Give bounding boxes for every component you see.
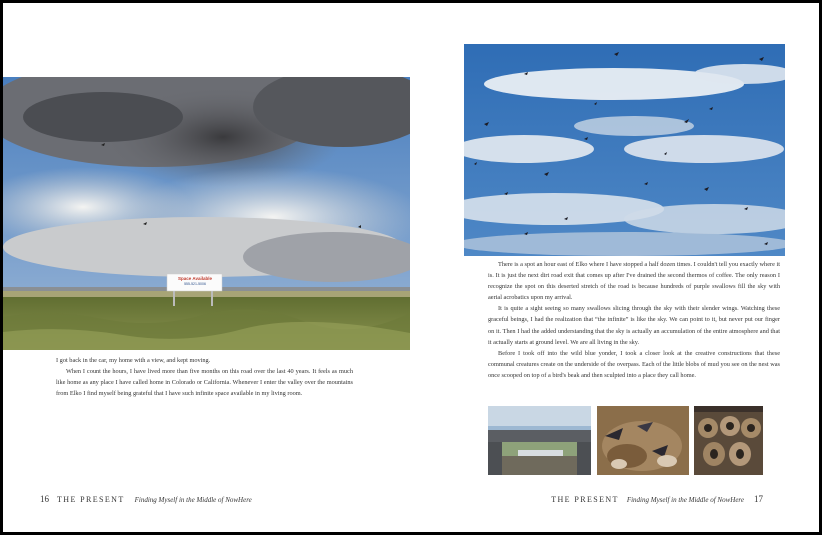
right-page-footer <box>551 494 763 504</box>
left-paragraph-1: I got back in the car, my home with a view, and kept moving. <box>56 357 211 364</box>
right-page-number: 17 <box>754 494 763 504</box>
left-section-title: THE PRESENT <box>57 495 125 504</box>
left-page-number: 16 <box>40 494 49 504</box>
left-page-body <box>56 355 353 399</box>
book-spread <box>3 3 819 532</box>
right-book-subtitle: Finding Myself in the Middle of NowHere <box>626 496 744 504</box>
billboard-line1: Space Available <box>178 276 212 281</box>
right-paragraph-2: It is quite a sight seeing so many swallows slicing through the sky with their slender wings. Watching these graceful beings, I had the realization that “the infinite” is like the sky. We can point to it, but never put our finger on it. Then I had the added understanding that the sky is actually an accumulation of the entire atmosphere and that it actually starts at ground level. We are all living in the sky. <box>488 305 780 346</box>
left-paragraph-2: When I count the hours, I have lived more than five months on this road over the last 40 years. It feels as much like home as any place I have called home in Colorado or California. Whenever I enter the valley over the mountains from Elko I find myself being grateful that I have such infinite space available in my living room. <box>56 368 353 398</box>
swallows-sky-photo <box>464 44 785 256</box>
landscape-billboard-photo <box>3 77 410 350</box>
left-book-subtitle: Finding Myself in the Middle of NowHere <box>134 496 252 504</box>
right-paragraph-1: There is a spot an hour east of Elko where I have stopped a half dozen times. I couldn't tell you exactly where it is. It is just the next dirt road exit that comes up after I've drained the second thermos of coffee. The only reason I recognize the spot on this deserted stretch of the road is because hundreds of purple swallows fill the sky with aerial acrobatics upon my arrival. <box>488 261 780 302</box>
left-page-footer <box>40 494 252 504</box>
overpass-photo <box>488 406 591 475</box>
right-paragraph-3: Before I took off into the wild blue yonder, I took a closer look at the creative constructions that these communal creatures create on the underside of the overpass. Each of the little blobs of mud you see on the nest was once scooped on top of a bird's beak and then sculpted into a place they call home. <box>488 349 780 379</box>
nesting-swallows-photo <box>597 406 689 475</box>
right-section-title: THE PRESENT <box>551 495 619 504</box>
mud-nests-photo <box>694 406 763 475</box>
right-page-body <box>488 259 780 381</box>
billboard-line2: 555-521-5006 <box>184 282 206 286</box>
